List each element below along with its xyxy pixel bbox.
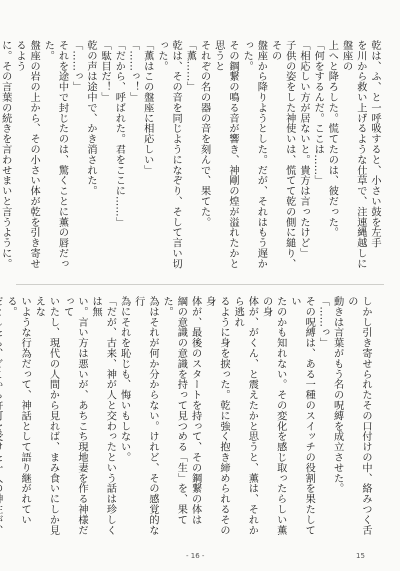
section-divider: [16, 284, 384, 285]
upper-text-line: その鋼繋の鳴る音が響き、神剛の煌が溢れたかと思うと: [212, 40, 238, 269]
lower-text-line: いたし、現代の人間から見れば、まみ食いにしか見えな: [33, 296, 59, 536]
lower-text-line: 為はそれが何か分からない。けれど、その感覚的な行: [132, 296, 158, 536]
upper-text-line: 「……っ」: [70, 40, 82, 92]
upper-text-line: 「薫はこの盤座に相応しい」: [141, 40, 153, 176]
lower-text-line: いような行為だって、神話として語り継がれている。: [4, 296, 31, 525]
upper-text-line: を川から救い上げるような仕草で、注連縄越しに盤座の: [340, 40, 366, 269]
lower-text-line: 動きは言葉がもう名の呪縛を成立させた。: [331, 296, 343, 494]
upper-text-block: [0, 40, 381, 272]
lower-text-line: その呪縛は、ある一種のスイッチの役割を果たしてい: [288, 296, 315, 536]
upper-text-line: 盤座から降りようとした。だが、それはもう遅かった。: [241, 40, 267, 269]
lower-text-line: たのかも知れない。その変化を感じ取ったらしい薫の身: [260, 296, 286, 536]
lower-text-line: い。言い方は悪いが、あちこち現地妻を作る神様だって: [61, 296, 87, 536]
lower-text-line: るように身を捩った。乾に強く抱き締められるその身: [203, 296, 229, 536]
upper-text-line: 「薫……」: [184, 40, 196, 92]
lower-text-line: 綱の意識の意識を持って見つめる「生」を、果てた。: [161, 296, 187, 525]
lower-text-line: 体が、がくん、と震えたかと思うと、薫は、それから逃れ: [232, 296, 258, 536]
upper-text-line: 乾は、ふ、と一呼吸すると、小さい鼓を左手: [369, 40, 380, 248]
upper-text-line: 乾の声は途中で、かき消された。: [84, 40, 96, 196]
lower-text-line: しかし引き寄せられたその口付けの中、絡みつく舌の: [345, 296, 371, 536]
lower-text-line: 「……っ」: [317, 296, 329, 348]
lower-text-line: [0, 296, 3, 536]
upper-text-line: 「駄目だ！」: [99, 40, 111, 103]
upper-text-line: 乾は、その音を同じようになぞり、そして言い切った。: [155, 40, 182, 269]
upper-text-line: 子供の姿をした神使いは、慌てて乾の側に縋り、その: [269, 40, 295, 269]
upper-text-line: 「何をするんだ。ここは……」: [312, 40, 324, 186]
lower-text-line: 体が、最後のスタートを持って、その鋼繋の体は: [189, 296, 201, 525]
upper-text-line: 「だから、呼ばれた。君をここに……」: [113, 40, 125, 228]
page-number-right: 15: [356, 552, 365, 560]
upper-text-line: 上へと降ろした。慌てたのは、彼だった。: [326, 40, 338, 238]
upper-text-line: 盤座の岩の上から、その小さい体が乾を引き寄せるよう: [13, 40, 40, 269]
upper-text-line: 「相応しい方が居ないと。貴方は言ったけど」: [297, 40, 309, 259]
upper-text-line: それぞの名の器の音を刻んで、果てた。: [198, 40, 210, 228]
page-number-center: - 16 -: [186, 552, 205, 560]
upper-text-line: それを途中で封じたのは、驚くことに薫の唇だった。: [42, 40, 68, 269]
upper-text-line: 「……っ！」: [127, 40, 139, 103]
upper-text-line: に。その言葉の続きを言わせまいと言うように。: [0, 40, 11, 269]
lower-text-line: 為にそれを恥じも、悔いもしない。: [118, 296, 130, 463]
lower-text-block: [4, 296, 372, 536]
lower-text-line: 「だが、古来、神が人と交わったという話は珍しくは無: [90, 296, 116, 536]
